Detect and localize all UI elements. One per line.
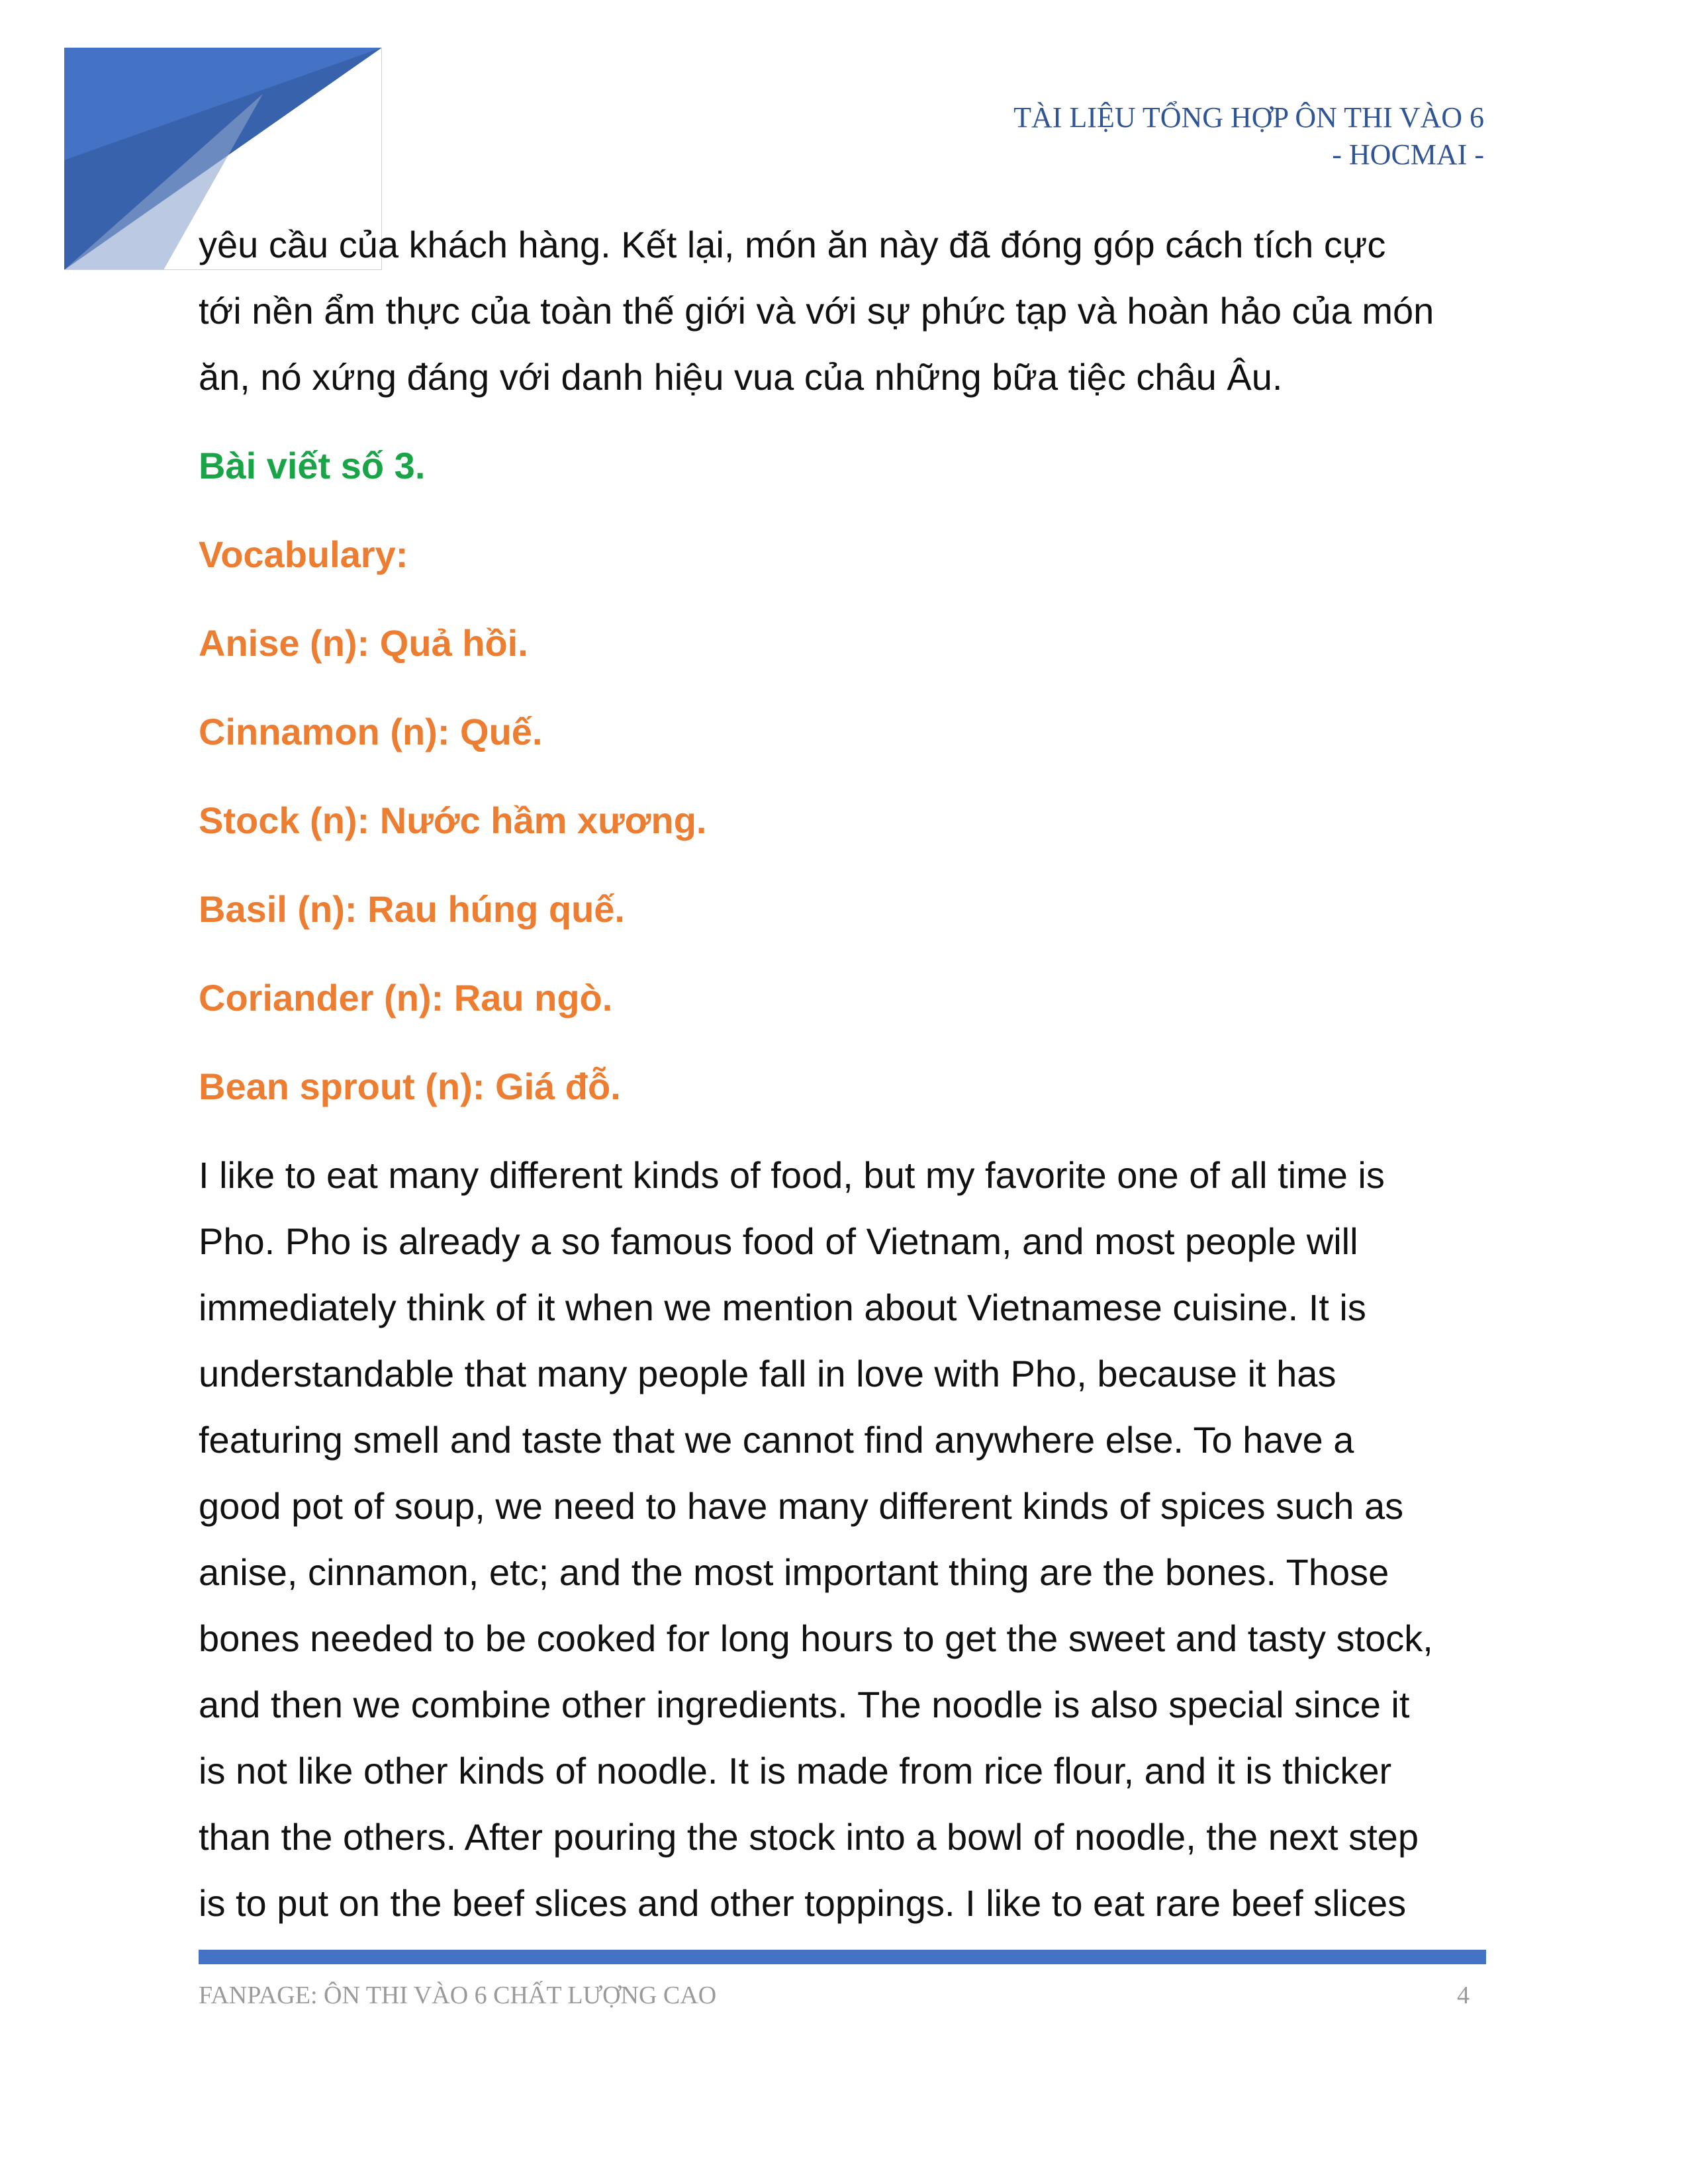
vocab-item: Cinnamon (n): Quế. [199, 711, 543, 752]
essay-line: and then we combine other ingredients. The noodle is also special since it [199, 1684, 1410, 1725]
section-title: Bài viết số 3. [199, 445, 426, 486]
essay-line: understandable that many people fall in love with Pho, because it has [199, 1353, 1336, 1394]
vocab-item: Basil (n): Rau húng quế. [199, 888, 625, 930]
essay-line: good pot of soup, we need to have many different kinds of spices such as [199, 1485, 1404, 1527]
page-header [1013, 99, 1484, 173]
vocab-item: Bean sprout (n): Giá đỗ. [199, 1066, 621, 1107]
vocab-item: Coriander (n): Rau ngò. [199, 977, 613, 1019]
footer-divider-bar [199, 1950, 1486, 1964]
essay-line: Pho. Pho is already a so famous food of Vietnam, and most people will [199, 1220, 1358, 1262]
vocab-item: Anise (n): Quả hồi. [199, 622, 528, 664]
vocabulary-heading: Vocabulary: [199, 533, 408, 575]
essay-line: is to put on the beef slices and other toppings. I like to eat rare beef slices [199, 1882, 1407, 1924]
header-title: TÀI LIỆU TỔNG HỢP ÔN THI VÀO 6 [1013, 101, 1484, 134]
essay-line: than the others. After pouring the stock into a bowl of noodle, the next step [199, 1816, 1419, 1858]
vocab-item: Stock (n): Nước hầm xương. [199, 799, 707, 841]
intro-line: tới nền ẩm thực của toàn thế giới và với sự phức tạp và hoàn hảo của món [199, 290, 1434, 332]
document-body [199, 212, 1496, 1936]
page-number: 4 [1457, 1981, 1470, 2009]
essay-line: featuring smell and taste that we cannot find anywhere else. To have a [199, 1419, 1354, 1461]
intro-line: yêu cầu của khách hàng. Kết lại, món ăn này đã đóng góp cách tích cực [199, 224, 1386, 265]
header-subtitle: - HOCMAI - [1332, 138, 1484, 171]
intro-line: ăn, nó xứng đáng với danh hiệu vua của những bữa tiệc châu Âu. [199, 356, 1283, 398]
essay-line: immediately think of it when we mention about Vietnamese cuisine. It is [199, 1287, 1366, 1328]
footer-fanpage: FANPAGE: ÔN THI VÀO 6 CHẤT LƯỢNG CAO [199, 1981, 717, 2009]
essay-line: bones needed to be cooked for long hours to get the sweet and tasty stock, [199, 1617, 1433, 1659]
essay-line: anise, cinnamon, etc; and the most important thing are the bones. Those [199, 1551, 1389, 1593]
essay-line: is not like other kinds of noodle. It is made from rice flour, and it is thicker [199, 1750, 1392, 1792]
essay-line: I like to eat many different kinds of food, but my favorite one of all time is [199, 1154, 1385, 1196]
